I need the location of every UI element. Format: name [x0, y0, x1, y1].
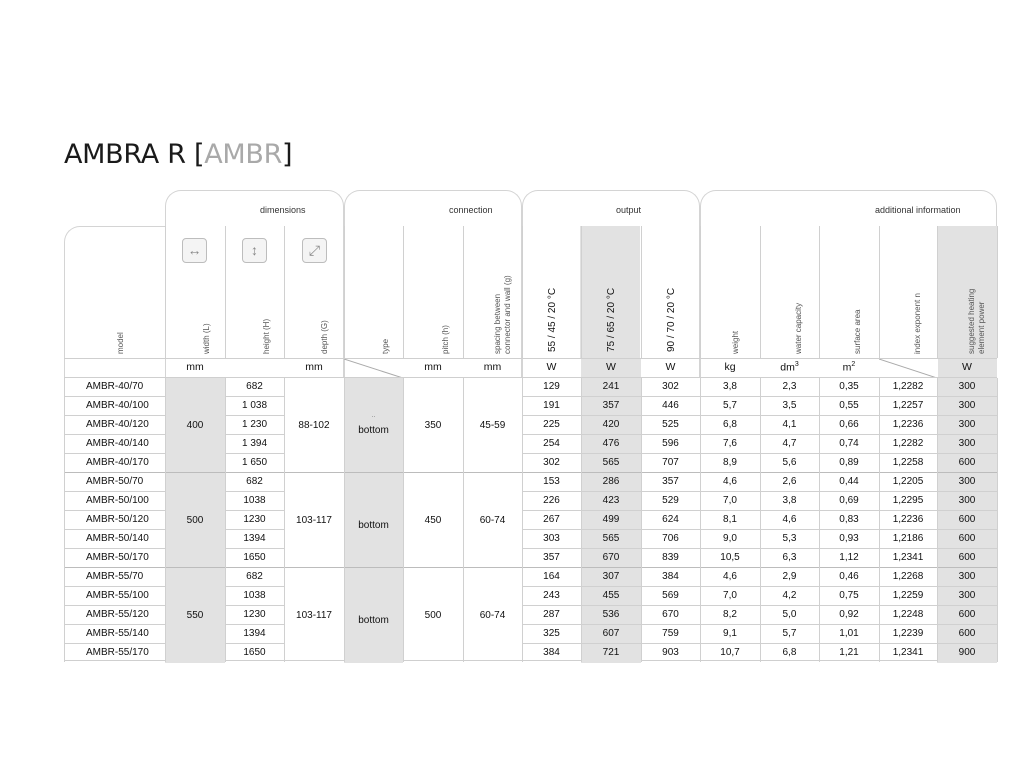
output-75: 455: [602, 590, 620, 601]
index-exponent-value: 1,2236: [892, 514, 924, 525]
output-75: 499: [602, 514, 620, 525]
output-75: 721: [602, 647, 620, 658]
data-table: [64, 377, 997, 661]
height-value: 1230: [243, 514, 266, 525]
height-value: 682: [246, 381, 263, 392]
index-exponent-value: 1,2239: [892, 628, 924, 639]
col-pitch: [403, 226, 463, 358]
heating-power-value: 600: [958, 533, 976, 544]
index-exponent-value: 1,2341: [892, 647, 924, 658]
output-75: 670: [602, 552, 620, 563]
index-exponent-value: 1,2248: [892, 609, 924, 620]
col-height: [225, 226, 284, 358]
depth-value: 88-102: [298, 419, 330, 431]
title-close: ]: [282, 139, 293, 170]
output-55: 325: [543, 628, 560, 639]
output-90: 759: [662, 628, 679, 639]
column-divider: [225, 378, 226, 662]
height-value: 1 650: [241, 457, 268, 468]
surface-area-value: 0,74: [839, 438, 859, 449]
col-label: width (L): [202, 323, 211, 354]
output-90: 624: [662, 514, 679, 525]
title-code: AMBR: [204, 139, 283, 170]
output-75: 607: [602, 628, 620, 639]
heating-power-value: 300: [958, 476, 976, 487]
heating-power-value: 300: [958, 590, 976, 601]
water-capacity-value: 3,8: [782, 495, 797, 506]
model-name: AMBR-40/70: [86, 381, 144, 392]
width-value: 500: [186, 514, 204, 526]
spacing-value: 45-59: [479, 419, 506, 431]
column-divider: [760, 378, 761, 662]
column-divider: [581, 378, 582, 662]
index-exponent-value: 1,2186: [892, 533, 924, 544]
surface-area-value: 0,55: [839, 400, 859, 411]
output-75: 536: [602, 609, 620, 620]
surface-area-value: 0,83: [839, 514, 859, 525]
water-capacity-value: 2,9: [782, 571, 797, 582]
output-55: 267: [543, 514, 560, 525]
weight-value: 4,6: [723, 476, 737, 487]
weight-value: 9,0: [723, 533, 737, 544]
height-value: 1038: [243, 590, 266, 601]
unit-spacing: mm: [483, 361, 502, 373]
output-75: 476: [602, 438, 620, 449]
weight-value: 6,8: [723, 419, 737, 430]
heating-power-value: 300: [958, 381, 976, 392]
header-divider: [997, 226, 998, 358]
column-divider: [700, 378, 701, 662]
depth-value: 103-117: [296, 514, 332, 526]
output-90: 596: [662, 438, 679, 449]
column-divider: [284, 378, 285, 662]
pitch-value: 500: [424, 609, 442, 621]
weight-value: 8,9: [723, 457, 737, 468]
unit-out2: W: [606, 361, 616, 373]
index-exponent-value: 1,2282: [892, 381, 924, 392]
weight-value: 8,1: [723, 514, 737, 525]
output-75: 423: [602, 495, 620, 506]
depth-value: 103-117: [296, 609, 332, 621]
col-label: model: [116, 332, 125, 354]
output-55: 302: [543, 457, 560, 468]
unit-width: mm: [186, 361, 204, 373]
column-divider: [165, 378, 166, 662]
type-mark: ..: [371, 411, 376, 419]
index-exponent-value: 1,2295: [892, 495, 924, 506]
output-55: 287: [543, 609, 560, 620]
height-value: 682: [246, 476, 263, 487]
output-55: 243: [543, 590, 560, 601]
height-value: 1230: [243, 609, 266, 620]
output-55: 384: [543, 647, 560, 658]
unit-power: W: [962, 361, 972, 373]
output-90: 302: [662, 381, 679, 392]
pitch-value: 450: [424, 514, 442, 526]
heating-power-value: 600: [958, 514, 976, 525]
surface-area-value: 0,44: [839, 476, 859, 487]
column-divider: [641, 378, 642, 662]
surface-area-value: 0,75: [839, 590, 859, 601]
output-90: 670: [662, 609, 679, 620]
output-90: 384: [662, 571, 679, 582]
unit-water: [760, 361, 819, 374]
model-name: AMBR-40/170: [86, 457, 149, 468]
index-exponent-value: 1,2259: [892, 590, 924, 601]
col-out1: [522, 226, 581, 358]
model-name: AMBR-55/100: [86, 590, 149, 601]
output-75: 565: [602, 533, 620, 544]
surface-area-value: 0,89: [839, 457, 859, 468]
output-55: 129: [543, 381, 560, 392]
pitch-value: 350: [424, 419, 442, 431]
model-name: AMBR-40/100: [86, 400, 149, 411]
col-width: [165, 226, 225, 358]
model-name: AMBR-40/120: [86, 419, 149, 430]
col-label: 75 / 65 / 20 °C: [606, 287, 617, 352]
surface-area-value: 0,66: [839, 419, 859, 430]
output-75: 286: [602, 476, 620, 487]
index-exponent-value: 1,2258: [892, 457, 924, 468]
spacing-value: 60-74: [479, 609, 506, 621]
surface-area-value: 1,21: [839, 647, 859, 658]
weight-value: 10,7: [720, 647, 740, 658]
height-value: 1394: [243, 533, 266, 544]
index-exponent-value: 1,2282: [892, 438, 924, 449]
height-value: 682: [246, 571, 263, 582]
surface-area-value: 1,01: [839, 628, 859, 639]
height-value: 1038: [243, 495, 266, 506]
water-capacity-value: 5,7: [782, 628, 797, 639]
unit-surface-base: m: [842, 361, 852, 374]
index-exponent-value: 1,2205: [892, 476, 924, 487]
weight-value: 9,1: [723, 628, 737, 639]
col-index: [879, 226, 937, 358]
water-capacity-value: 5,0: [782, 609, 797, 620]
heating-power-value: 600: [958, 457, 976, 468]
heating-power-value: 300: [958, 571, 976, 582]
type-value: bottom: [358, 614, 389, 626]
output-90: 707: [662, 457, 679, 468]
output-75: 420: [602, 419, 620, 430]
index-exponent-value: 1,2268: [892, 571, 924, 582]
model-name: AMBR-40/140: [86, 438, 149, 449]
surface-area-value: 1,12: [839, 552, 859, 563]
index-exponent-value: 1,2257: [892, 400, 924, 411]
output-55: 225: [543, 419, 560, 430]
model-name: AMBR-55/70: [86, 571, 144, 582]
heating-power-value: 300: [958, 400, 976, 411]
col-label: connector and wall (g): [503, 275, 512, 354]
unit-weight: kg: [724, 361, 736, 373]
col-label: element power: [977, 301, 986, 354]
weight-value: 10,5: [720, 552, 740, 563]
col-label: water capacity: [794, 302, 803, 354]
col-label: surface area: [853, 309, 862, 354]
index-unit-slash: [879, 359, 937, 378]
diagonal-arrow-icon: ⤢: [302, 238, 327, 263]
type-unit-slash: [344, 359, 403, 378]
output-90: 839: [662, 552, 679, 563]
unit-water-sup: 3: [794, 361, 799, 368]
col-surface: [819, 226, 879, 358]
width-value: 400: [186, 419, 204, 431]
unit-water-base: dm: [780, 361, 795, 374]
height-value: 1 394: [241, 438, 268, 449]
col-water: [760, 226, 819, 358]
model-name: AMBR-55/170: [86, 647, 149, 658]
col-spacing: [463, 226, 522, 358]
title-text: AMBRA R [: [64, 139, 205, 170]
col-type: [344, 226, 403, 358]
output-75: 357: [602, 400, 620, 411]
water-capacity-value: 4,1: [782, 419, 797, 430]
weight-value: 5,7: [723, 400, 737, 411]
group-label: output: [616, 205, 642, 215]
surface-area-value: 0,46: [839, 571, 859, 582]
heating-power-value: 600: [958, 552, 976, 563]
water-capacity-value: 3,5: [782, 400, 797, 411]
vertical-arrows-icon: ↕: [242, 238, 267, 263]
surface-area-value: 0,92: [839, 609, 859, 620]
page-title: [64, 139, 292, 170]
output-55: 303: [543, 533, 560, 544]
output-75: 307: [602, 571, 620, 582]
index-exponent-value: 1,2341: [892, 552, 924, 563]
model-name: AMBR-50/100: [86, 495, 149, 506]
water-capacity-value: 4,2: [782, 590, 797, 601]
water-capacity-value: 4,7: [782, 438, 797, 449]
weight-value: 7,6: [723, 438, 737, 449]
output-90: 903: [662, 647, 679, 658]
col-label: pitch (h): [441, 325, 450, 354]
model-name: AMBR-50/70: [86, 476, 144, 487]
column-divider: [937, 378, 938, 662]
col-label: depth (G): [320, 320, 329, 354]
output-55: 226: [543, 495, 560, 506]
weight-value: 4,6: [723, 571, 737, 582]
col-model: [64, 226, 165, 358]
column-divider: [879, 378, 880, 662]
heating-power-value: 600: [958, 628, 976, 639]
column-divider: [997, 378, 998, 662]
output-90: 569: [662, 590, 679, 601]
col-label: 55 / 45 / 20 °C: [547, 287, 558, 352]
water-capacity-value: 4,6: [782, 514, 797, 525]
water-capacity-value: 6,3: [782, 552, 797, 563]
units-row: [64, 358, 997, 377]
output-55: 254: [543, 438, 560, 449]
water-capacity-value: 5,6: [782, 457, 797, 468]
col-power: [937, 226, 997, 358]
width-value: 550: [186, 609, 204, 621]
col-out3: [641, 226, 700, 358]
unit-depth: mm: [305, 361, 323, 373]
group-label: dimensions: [260, 205, 306, 215]
weight-value: 7,0: [723, 590, 737, 601]
unit-surface: [819, 361, 879, 374]
model-name: AMBR-50/170: [86, 552, 149, 563]
index-exponent-value: 1,2236: [892, 419, 924, 430]
height-value: 1 230: [241, 419, 268, 430]
heating-power-value: 600: [958, 609, 976, 620]
output-55: 153: [543, 476, 560, 487]
output-90: 446: [662, 400, 679, 411]
output-90: 525: [662, 419, 679, 430]
col-label: suggested heating: [967, 288, 976, 354]
unit-out3: W: [665, 361, 676, 373]
output-55: 357: [543, 552, 560, 563]
output-55: 191: [543, 400, 560, 411]
col-label: 90 / 70 / 20 °C: [666, 287, 677, 352]
col-out2: [581, 226, 641, 358]
heating-power-value: 900: [958, 647, 976, 658]
column-divider: [819, 378, 820, 662]
output-90: 529: [662, 495, 679, 506]
group-label: connection: [449, 205, 493, 215]
output-55: 164: [543, 571, 560, 582]
col-depth: [284, 226, 344, 358]
model-name: AMBR-50/140: [86, 533, 149, 544]
column-divider: [64, 378, 65, 662]
horizontal-arrows-icon: ↔: [182, 238, 207, 263]
height-value: 1394: [243, 628, 266, 639]
unit-out1: W: [546, 361, 557, 373]
weight-value: 3,8: [723, 381, 737, 392]
column-divider: [463, 378, 464, 662]
height-value: 1 038: [241, 400, 268, 411]
height-value: 1650: [243, 552, 266, 563]
output-75: 241: [602, 381, 620, 392]
column-divider: [403, 378, 404, 662]
water-capacity-value: 2,3: [782, 381, 797, 392]
group-label: additional information: [875, 205, 961, 215]
spacing-value: 60-74: [479, 514, 506, 526]
unit-pitch: mm: [424, 361, 442, 373]
col-label: height (H): [262, 318, 271, 354]
type-value: bottom: [358, 424, 389, 436]
model-name: AMBR-55/120: [86, 609, 149, 620]
output-90: 357: [662, 476, 679, 487]
weight-value: 8,2: [723, 609, 737, 620]
water-capacity-value: 2,6: [782, 476, 797, 487]
unit-surface-sup: 2: [851, 361, 856, 368]
column-divider: [522, 378, 523, 662]
col-label: spacing between: [493, 293, 502, 354]
type-value: bottom: [358, 519, 389, 531]
col-label: index exponent n: [913, 293, 922, 354]
column-divider: [344, 378, 345, 662]
model-name: AMBR-55/140: [86, 628, 149, 639]
surface-area-value: 0,93: [839, 533, 859, 544]
col-weight: [700, 226, 760, 358]
weight-value: 7,0: [723, 495, 737, 506]
heating-power-value: 300: [958, 495, 976, 506]
water-capacity-value: 5,3: [782, 533, 797, 544]
water-capacity-value: 6,8: [782, 647, 797, 658]
heating-power-value: 300: [958, 419, 976, 430]
col-label: type: [381, 338, 390, 354]
model-name: AMBR-50/120: [86, 514, 149, 525]
surface-area-value: 0,69: [839, 495, 859, 506]
surface-area-value: 0,35: [839, 381, 859, 392]
height-value: 1650: [243, 647, 266, 658]
output-75: 565: [602, 457, 620, 468]
output-90: 706: [662, 533, 679, 544]
heating-power-value: 300: [958, 438, 976, 449]
col-label: weight: [731, 330, 740, 354]
